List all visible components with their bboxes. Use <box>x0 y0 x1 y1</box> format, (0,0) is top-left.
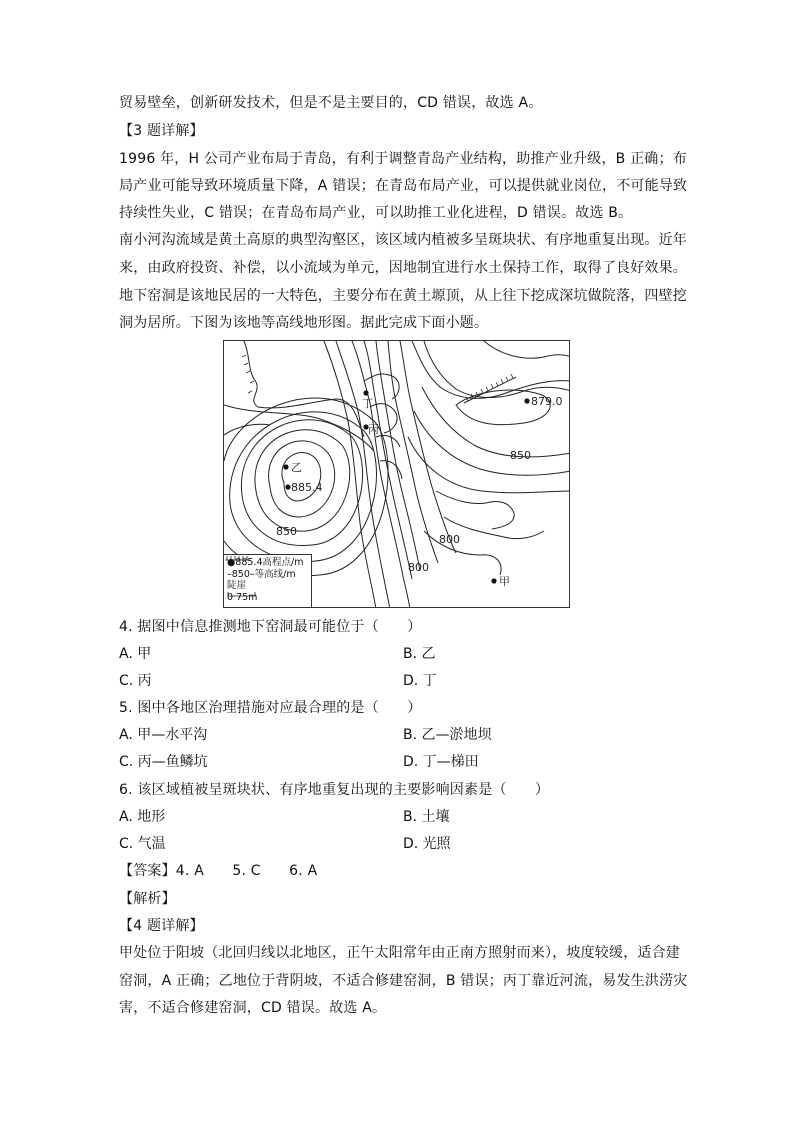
question-4-option-c: C. 丙 <box>119 673 152 689</box>
question-6-option-d: D. 光照 <box>403 836 451 852</box>
legend-contour-sample: 850 <box>231 568 250 580</box>
point-yi-marker <box>283 464 288 469</box>
contour-map-figure <box>223 340 570 608</box>
elevation-dot-icon: ● <box>227 557 236 568</box>
question-4-option-d: D. 丁 <box>403 673 437 689</box>
question-5-stem: 5. 图中各地区治理措施对应最合理的是（ ） <box>119 700 422 716</box>
contour-label: 850 <box>276 525 297 538</box>
question-5-option-c: C. 丙—鱼鳞坑 <box>119 754 208 770</box>
section-heading: 【3 题详解】 <box>119 123 204 139</box>
legend-scale-row <box>227 592 311 604</box>
legend-contour-row: –850–等高线/m <box>227 568 296 580</box>
question-6-option-c: C. 气温 <box>119 836 166 852</box>
legend-contour-text: 等高线/m <box>254 568 296 580</box>
question-4-stem: 4. 据图中信息推测地下窑洞最可能位于（ ） <box>119 619 422 635</box>
point-jia-marker <box>491 578 496 583</box>
question-6-option-b: B. 土壤 <box>403 809 450 825</box>
section-heading: 【4 题详解】 <box>119 918 204 934</box>
paragraph-line: 来，由政府投资、补偿，以小流域为单元，因地制宜进行水土保持工作，取得了良好效果。 <box>119 260 687 276</box>
question-4-option-a: A. 甲 <box>119 646 152 662</box>
contour-label: 800 <box>439 533 460 546</box>
legend-cliff-row <box>227 580 311 592</box>
cliff-symbol-icon <box>224 555 250 561</box>
point-jia-label: 甲 <box>499 575 510 588</box>
paragraph-line: 贸易壁垒，创新研发技术，但是不是主要目的，CD 错误，故选 A。 <box>119 95 543 111</box>
paragraph-line: 洞为居所。下图为该地等高线地形图。据此完成下面小题。 <box>119 315 489 331</box>
legend-scale-end: 75m <box>236 591 258 603</box>
point-ding-marker <box>363 390 368 395</box>
question-6-option-a: A. 地形 <box>119 809 166 825</box>
question-4-option-b: B. 乙 <box>403 646 436 662</box>
legend-scale-start: 0 <box>227 591 234 603</box>
point-yi-label: 乙 <box>291 461 302 474</box>
paragraph-line: 甲处位于阳坡（北回归线以北地区，正午太阳常年由正南方照射而来），坡度较缓，适合建 <box>119 945 680 961</box>
map-legend <box>224 554 312 607</box>
answer-line: 【答案】4. A 5. C 6. A <box>119 863 318 879</box>
question-5-option-b: B. 乙—淤地坝 <box>403 727 492 743</box>
paragraph-line: 地下窑洞是该地民居的一大特色，主要分布在黄土塬顶，从上往下挖成深坑做院落，四壁挖 <box>119 288 687 304</box>
elevation-label: 879.0 <box>531 395 563 408</box>
paragraph-line: 1996 年，H 公司产业布局于青岛，有利于调整青岛产业结构，助推产业升级，B 正确；布 <box>119 151 687 167</box>
point-ding-label: 丁 <box>362 397 373 410</box>
paragraph-line: 窑洞，A 正确；乙地位于背阴坡，不适合修建窑洞，B 错误；丙丁靠近河流，易发生洪涝灾 <box>119 973 688 989</box>
paragraph-line: 局产业可能导致环境质量下降，A 错误；在青岛布局产业，可以提供就业岗位，不可能导致 <box>119 178 688 194</box>
paragraph-line: 害，不适合修建窑洞，CD 错误。故选 A。 <box>119 1000 387 1016</box>
question-5-option-d: D. 丁—梯田 <box>403 754 479 770</box>
analysis-heading: 【解析】 <box>119 891 176 907</box>
legend-cliff-text: 陡崖 <box>227 580 247 591</box>
legend-elevation-text: 高程点/m <box>262 557 304 568</box>
peak-marker <box>285 484 290 489</box>
contour-label: 850 <box>510 449 531 462</box>
paragraph-line: 南小河沟流域是黄土高原的典型沟壑区，该区域内植被多呈斑块状、有序地重复出现。近年 <box>119 232 687 248</box>
point-bing-label: 丙 <box>368 423 379 436</box>
question-6-stem: 6. 该区域植被呈斑块状、有序地重复出现的主要影响因素是（ ） <box>119 782 550 798</box>
paragraph-line: 持续性失业，C 错误；在青岛布局产业，可以助推工业化进程，D 错误。故选 B。 <box>119 205 633 221</box>
legend-elevation-sample: 885.4 <box>235 557 263 568</box>
question-5-option-a: A. 甲—水平沟 <box>119 727 208 743</box>
contour-label: 800 <box>408 561 429 574</box>
scale-bar-icon <box>227 592 257 598</box>
elevation-label: 885.4 <box>291 481 323 494</box>
peak-marker <box>524 398 529 403</box>
